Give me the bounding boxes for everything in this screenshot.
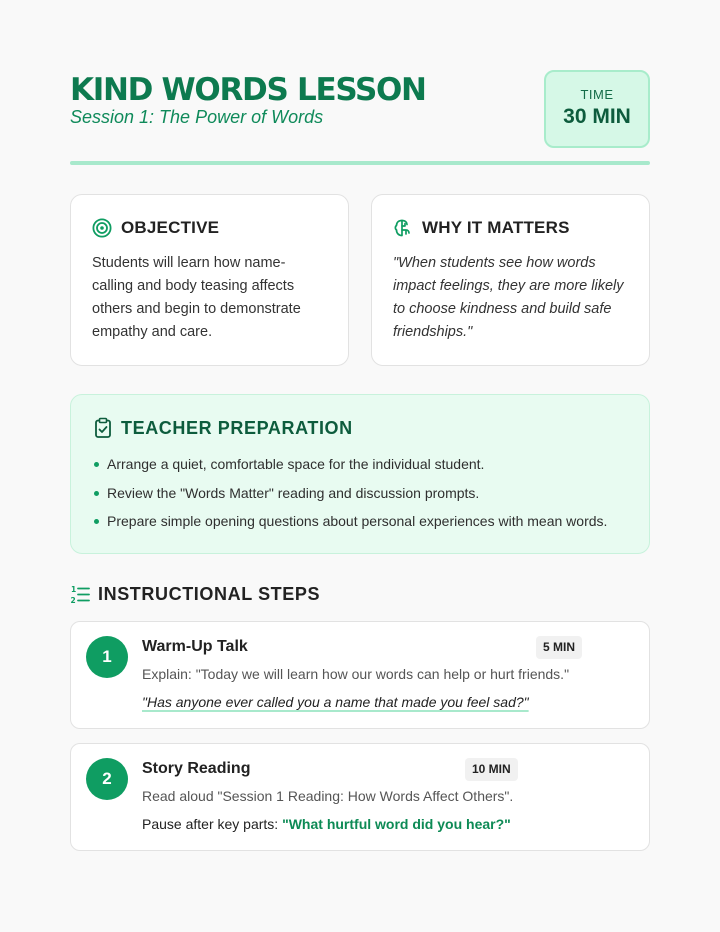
preparation-header [93,417,353,439]
svg-text:2: 2 [70,596,76,605]
svg-text:1: 1 [71,585,77,594]
why-quote: "When students see how words impact feelings, they are more likely to choose kindness and build safe friendships." [393,255,624,340]
step-prompt [142,816,511,832]
instructional-steps-header [70,584,320,605]
objective-text: Students will learn how name-calling and body teasing affects others and begin to demonstrate empathy and care. [92,255,301,340]
preparation-item: Arrange a quiet, comfortable space for the individual student. [93,455,607,474]
step-number: 2 [86,758,128,800]
clipboard-check-icon [93,417,113,439]
time-value: 30 MIN [563,105,631,128]
objective-card [70,194,349,366]
objective-header [92,218,219,238]
time-badge [544,70,650,148]
brain-icon [393,218,413,238]
time-label: TIME [580,87,614,102]
why-title: WHY IT MATTERS [422,218,570,237]
prompt-question: "What hurtful word did you hear?" [282,816,511,832]
prompt-prefix: Pause after key parts: [142,816,283,832]
step-prompt [142,694,529,710]
preparation-list [93,455,607,541]
preparation-item: Review the "Words Matter" reading and discussion prompts. [93,484,607,503]
page-title: KIND WORDS LESSON [70,72,426,108]
step-name: Story Reading [142,760,251,777]
step-duration-badge: 10 MIN [465,758,518,781]
objective-title: OBJECTIVE [121,218,220,237]
preparation-item: Prepare simple opening questions about personal experiences with mean words. [93,512,607,531]
step-card-2 [70,743,650,851]
step-number: 1 [86,636,128,678]
step-card-1 [70,621,650,729]
teacher-preparation-panel [70,394,650,554]
step-name: Warm-Up Talk [142,638,248,655]
step-description: Explain: "Today we will learn how our words can help or hurt friends." [142,666,570,682]
steps-title: INSTRUCTIONAL STEPS [98,584,321,604]
why-it-matters-card [371,194,650,366]
step-description: Read aloud "Session 1 Reading: How Words Affect Others". [142,788,514,804]
page-subtitle: Session 1: The Power of Words [70,107,324,127]
header-divider [70,161,650,165]
step-duration-badge: 5 MIN [536,636,582,659]
lesson-header [70,70,650,150]
numbered-list-icon [70,584,91,605]
target-icon [92,218,112,238]
prompt-question: "Has anyone ever called you a name that made you feel sad?" [142,694,529,710]
why-header [393,218,570,238]
preparation-title: TEACHER PREPARATION [121,417,353,438]
